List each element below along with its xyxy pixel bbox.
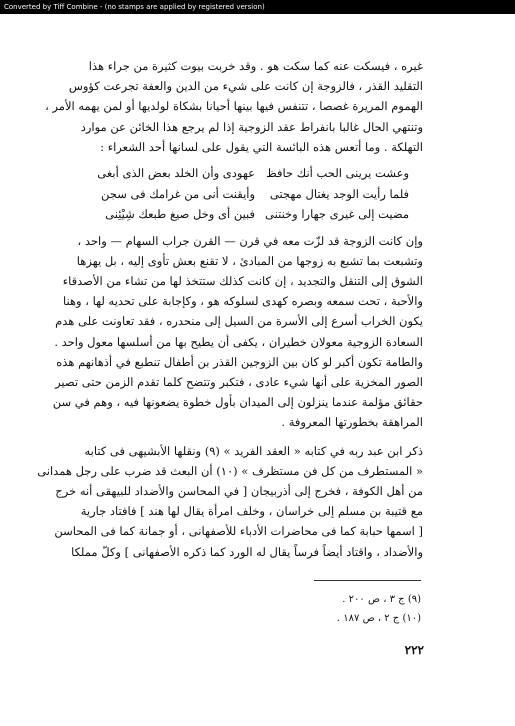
paragraph-1 bbox=[45, 56, 423, 157]
text-line: وتنتهي الحال غالبا بانفراط عقد الزوجية إذا لم يرجع هذا الخائن عن موارد bbox=[80, 119, 423, 134]
text-line: والطامة تكون أكبر لو كان بين الزوجين القذر بن أطفال تنطبع في أذهانهم هذه bbox=[56, 354, 423, 369]
page-body bbox=[37, 56, 423, 562]
footnote-10: (١٠) ج ٢ ، ص ١٨٧ . bbox=[336, 613, 421, 624]
verse-second-half: عهودى وأن الخلد بعض الذى أبغى bbox=[97, 166, 256, 181]
text-line: « المستطرف من كل فن مستظرف » (١٠) أن البعث قد ضرب على رجل همدانى bbox=[37, 463, 423, 478]
text-line: التهلكة . وما أتعس هذه البائسة التي يقول على لسانها أحد الشعراء : bbox=[100, 139, 423, 154]
text-line: من أهل الكوفة ، فخرج إلى أذربيجان [ في المحاسن والأضداد للبيهقى أنه خرج bbox=[55, 483, 423, 498]
text-line: السعادة الزوجية معولان خطيران ، يكفى أن يطيح بها من أسلسها معول واحد . bbox=[54, 334, 423, 349]
poem bbox=[97, 163, 423, 225]
verse-first-half: مضيت إلى غيرى جهارا وخنتنى bbox=[265, 207, 409, 222]
text-line: التقليد القذر ، فالزوجة إن كانت على شيء من الدين والعفة تجرعت كؤوس bbox=[68, 79, 423, 94]
text-line: والأحبة ، تحت سمعه وبصره كهدى لسلوكه هو ، وكإجابة على تحديه لها ، وهنا bbox=[62, 294, 423, 309]
text-line: مع قتيبة بن مسلم إلى خراسان ، وخلف امرأة يقال لها هند ] فافتاد جارية bbox=[80, 504, 423, 519]
poem-verse bbox=[97, 163, 423, 184]
poem-verse bbox=[100, 184, 423, 205]
text-line: والأضداد ، واقتاد أيضاً فرساً يقال له الورد كما ذكره الأصفهانى ] وكلّ مملكا bbox=[71, 544, 423, 559]
footnote-9: (٩) ج ٣ ، ص ٢٠٠ . bbox=[342, 594, 421, 605]
text-line: الشوق إلى التنقل والتجديد ، إن كانت كذلك ستتخذ لها من تشاء من الأصدقاء bbox=[62, 273, 423, 288]
text-line: ذكر ابن عبد ربه في كتابه « العقد الفريد » (٩) ونقلها الأبشيهى فى كتابه bbox=[84, 443, 423, 458]
text-line: [ اسمها حبابة كما فى محاضرات الأدباء للأصفهانى ، أو جمانة كما فى المحاسن bbox=[54, 524, 423, 539]
text-line: المراهقة بخطورتها المعروفة . bbox=[281, 415, 423, 430]
footnote-divider bbox=[314, 580, 421, 581]
poem-verse bbox=[100, 204, 423, 225]
verse-first-half: وعشت يرينى الحب أنك حافظ bbox=[266, 166, 409, 181]
text-line: الصور المخزية على أنها شيء عادى ، فتكبر وتتضح كلما تقدم الزمن حتى تصير bbox=[55, 374, 423, 389]
converter-banner: Converted by Tiff Combine - (no stamps are applied by registered version) bbox=[0, 0, 515, 14]
text-line: يكون الخراب أسرع إلى الأسرة من السيل إلى منحدره ، فقد تعاونت على هدم bbox=[55, 314, 423, 329]
text-line: غيره ، فيسكت عنه كما سكت هو . وقد خربت بيوت كثيرة من جراء هذا bbox=[88, 59, 423, 73]
verse-first-half: فلما رأيت الوجد يغتال مهجتى bbox=[269, 186, 409, 201]
text-line: وتشبعت بما تشبع به زوجها من المبادئ ، لا تقنع بعش تأوى إليه ، بل يهزها bbox=[76, 253, 423, 268]
verse-second-half: وأيقنت أنى من غرامك فى سجن bbox=[101, 186, 256, 201]
verse-second-half: فبين أى وخل صيغ طبعك شِيْئِنى bbox=[105, 207, 256, 222]
text-line: الهموم المريرة غصصا ، تتنفس فيها بينها أحيانا بشكاة لولديها أو لمن يهمه الأمر ، bbox=[45, 99, 423, 114]
footnotes bbox=[230, 590, 421, 628]
text-line: حقائق مؤلمة عندما ينزلون إلى الميدان بأول خطوة يضعونها فيه ، وهم في سن bbox=[52, 395, 423, 410]
text-line: وإن كانت الزوجة قد لزّت معه في قرن — القرن جراب السهام — واحد ، bbox=[77, 233, 423, 248]
page-number: ٢٢٢ bbox=[404, 643, 424, 657]
